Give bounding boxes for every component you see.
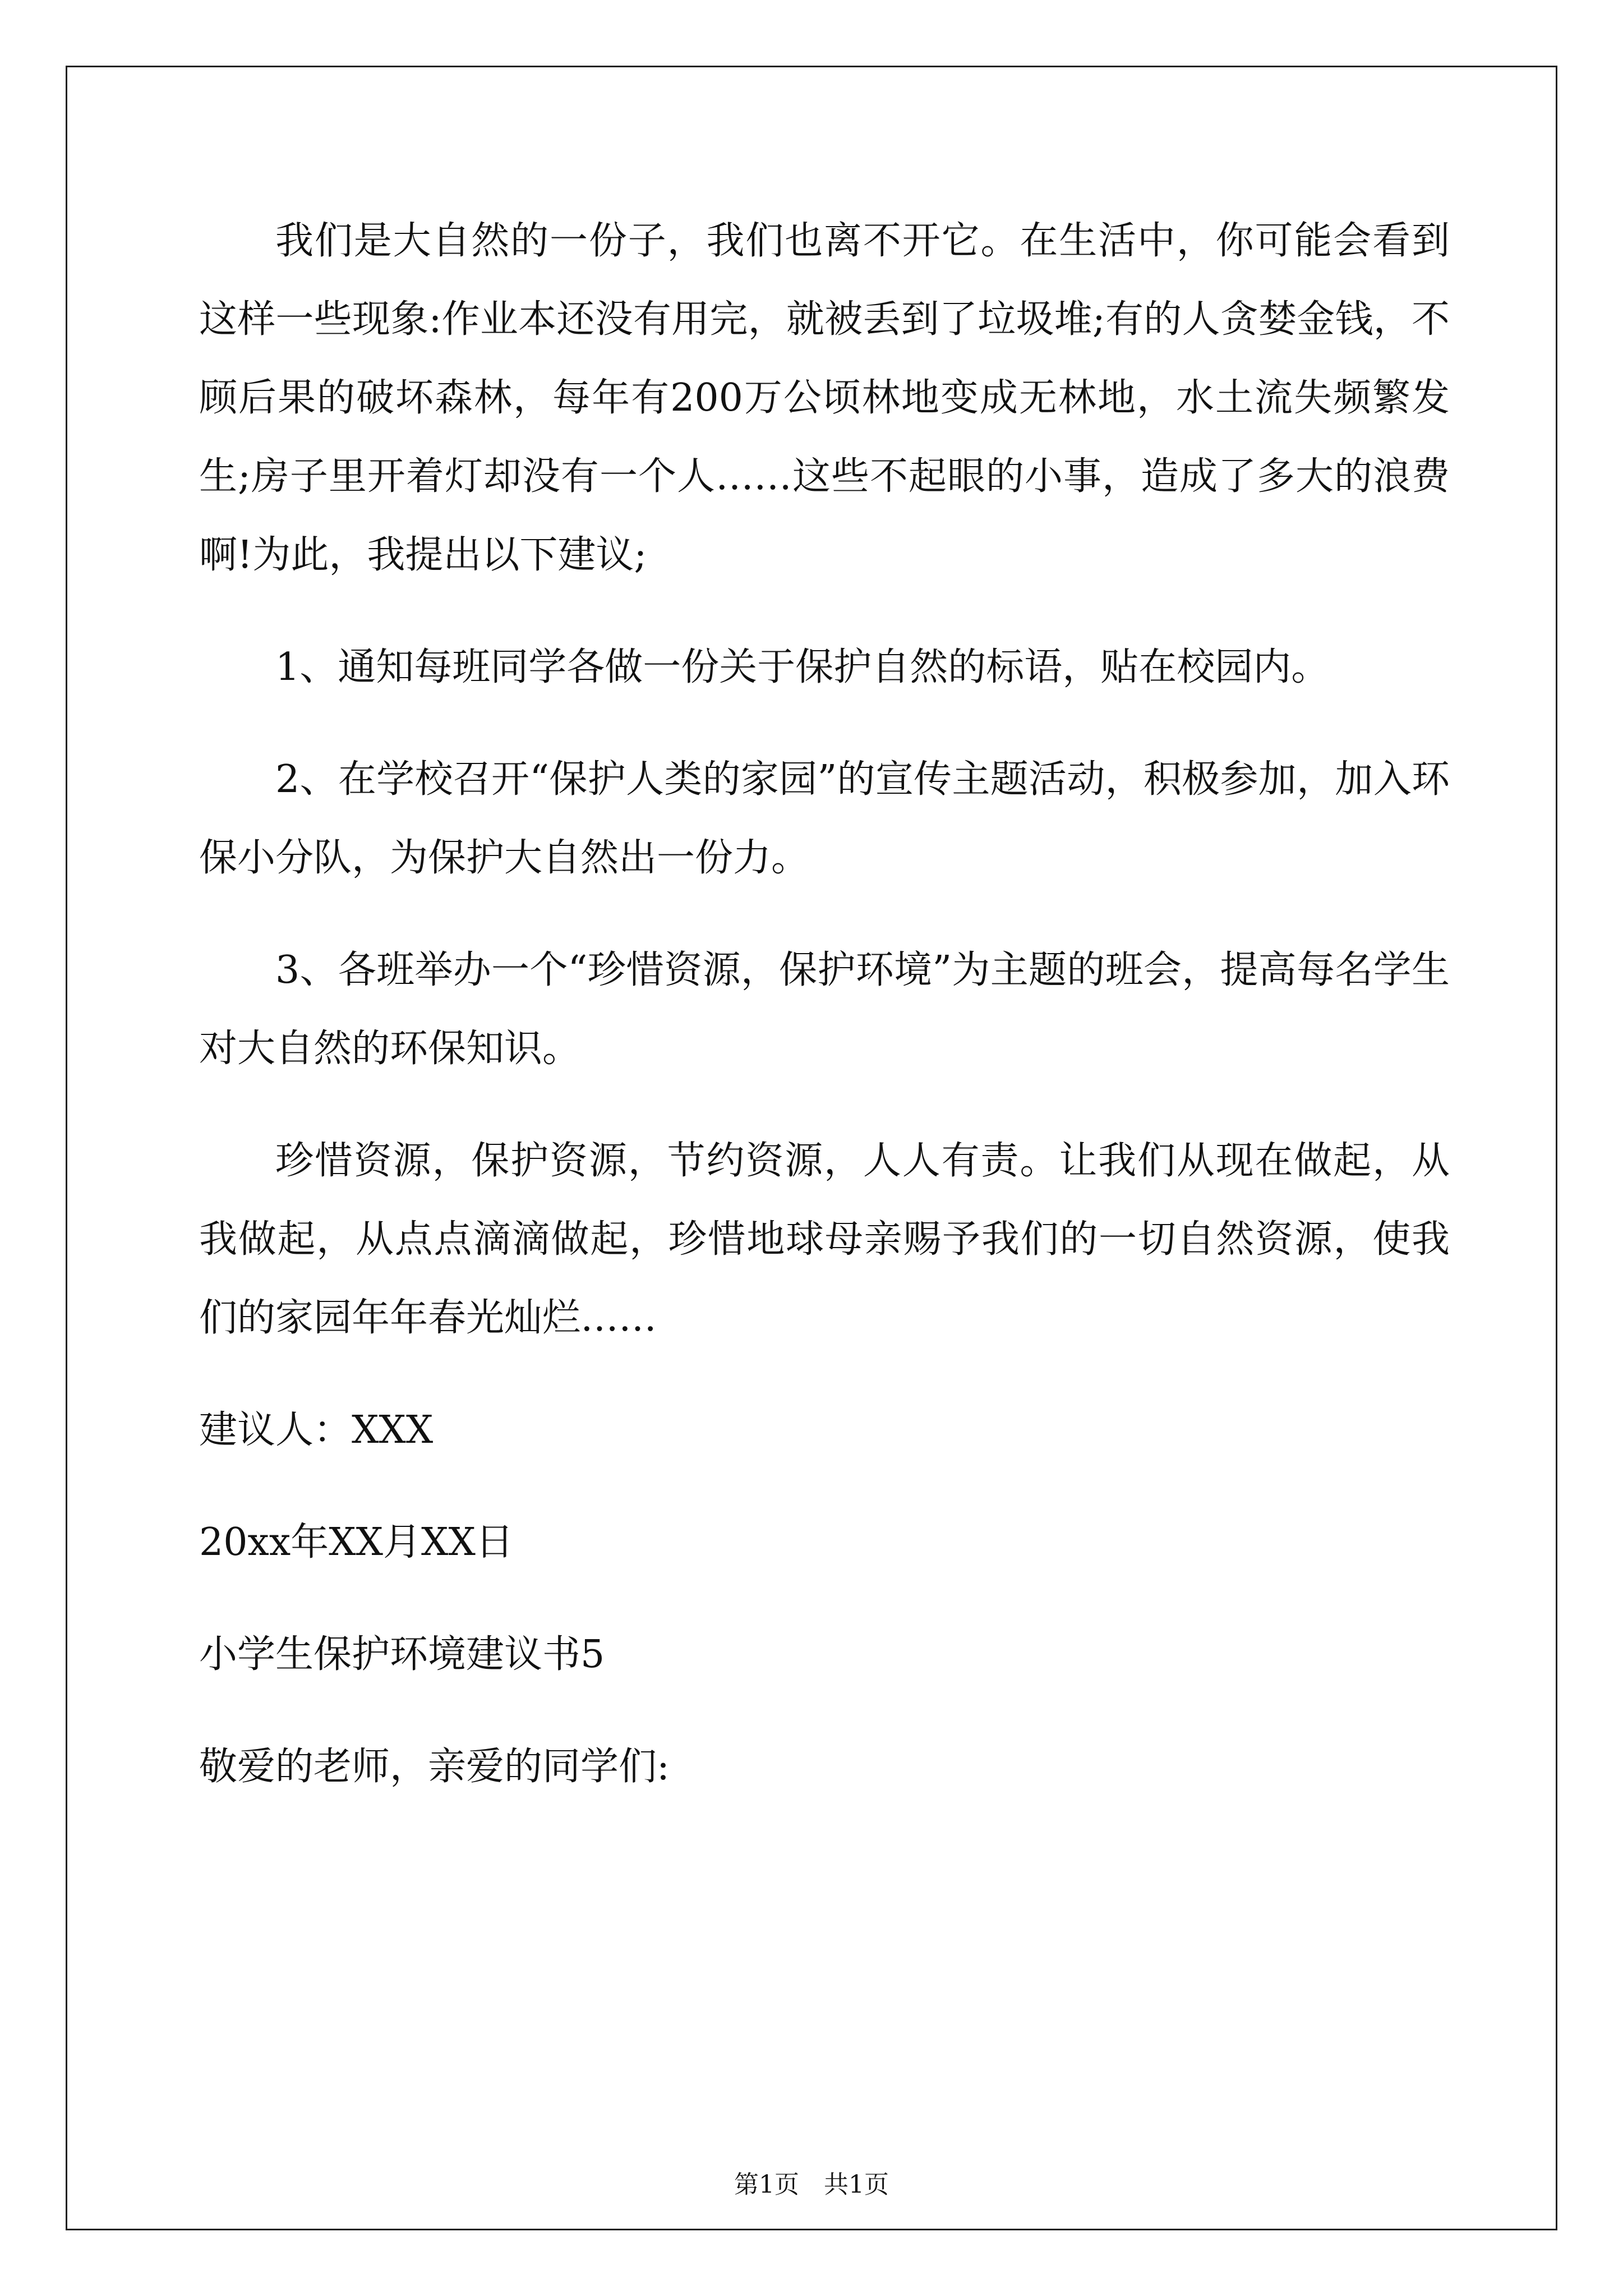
paragraph-conclusion: 珍惜资源，保护资源，节约资源，人人有责。让我们从现在做起，从我做起，从点点滴滴做起，珍惜地球母亲赐予我们的一切自然资源，使我们的家园年年春光灿烂…… (199, 1139, 1450, 1340)
greeting-line: 敬爱的老师，亲爱的同学们: (199, 1745, 670, 1789)
signature-line: 建议人：XXX (199, 1408, 434, 1452)
paragraph-suggestion-3: 3、各班举办一个“珍惜资源，保护环境”为主题的班会，提高每名学生对大自然的环保知识。 (199, 948, 1450, 1071)
next-section-title: 小学生保护环境建议书5 (199, 1632, 605, 1677)
paragraph-suggestion-2: 2、在学校召开“保护人类的家园”的宣传主题活动，积极参加，加入环保小分队，为保护大自然出一份力。 (199, 757, 1450, 880)
page-footer: 第1页 共1页 (734, 2170, 889, 2199)
paragraph-intro: 我们是大自然的一份子，我们也离不开它。在生活中，你可能会看到这样一些现象:作业本还没有用完，就被丢到了垃圾堆;有的人贪婪金钱，不顾后果的破坏森林，每年有200万公顷林地变成无林地，水土流失频繁发生;房子里开着灯却没有一个人……这些不起眼的小事，造成了多大的浪费啊!为此，我提出以下建议; (199, 219, 1450, 577)
document-body (199, 202, 1450, 1840)
date-line: 20xx年XX月XX日 (199, 1520, 514, 1565)
paragraph-suggestion-1: 1、通知每班同学各做一份关于保护自然的标语，贴在校园内。 (275, 645, 1330, 689)
